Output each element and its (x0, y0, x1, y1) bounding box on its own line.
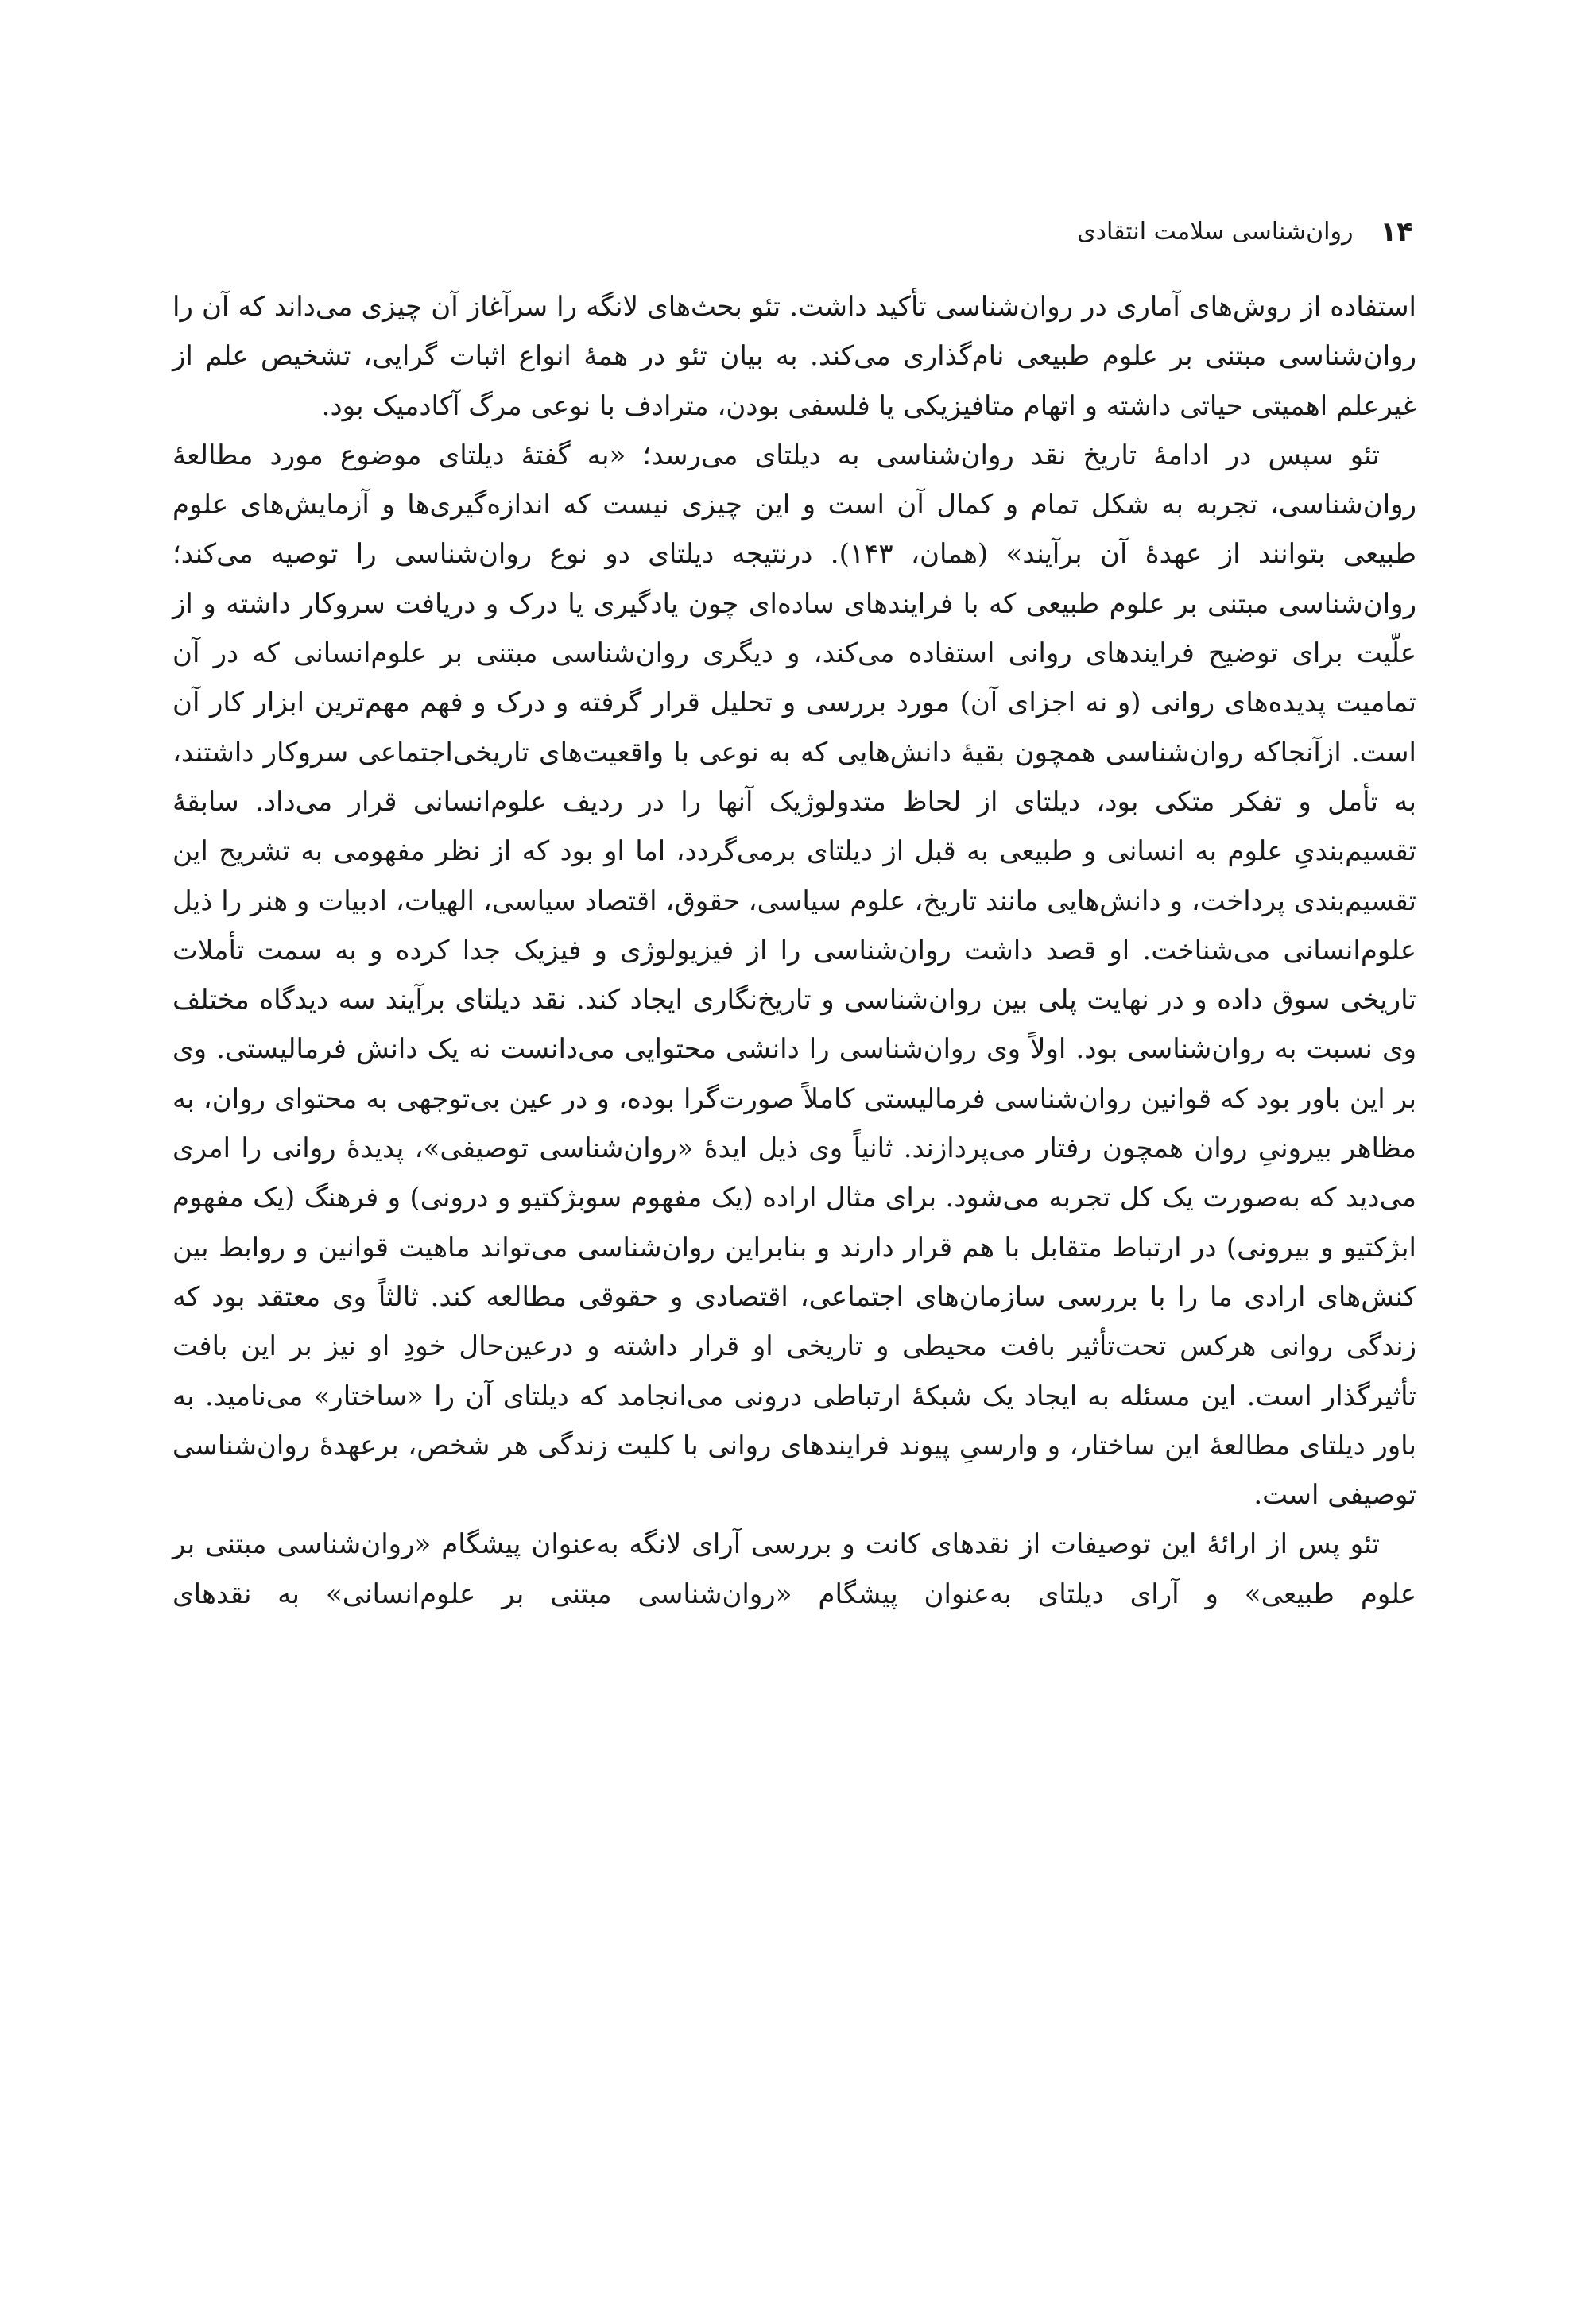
running-head (1077, 208, 1413, 256)
page-number: ۱۴ (1380, 216, 1413, 248)
paragraph-3: تئو پس از ارائهٔ این توصیفات از نقدهای کانت و بررسی آرای لانگه به‌عنوان پیشگام «روان‌شناسی مبتنی بر علوم طبیعی» و آرای دیلتای به‌عنوان پیشگام «روان‌شناسی مبتنی بر علوم‌انسانی» به نقدهای (172, 1528, 1416, 1610)
paragraph-1: استفاده از روش‌های آماری در روان‌شناسی تأکید داشت. تئو بحث‌های لانگه را سرآغاز آن چیزی می‌داند که آن را روان‌شناسی مبتنی بر علوم طبیعی نام‌گذاری می‌کند. به بیان تئو در همهٔ انواع اثبات گرایی، تشخیص علم از غیرعلم اهمیتی حیاتی داشته و اتهام متافیزیکی یا فلسفی بودن، مترادف با نوعی مرگ آکادمیک بود. (172, 291, 1416, 422)
body-text (172, 282, 1416, 1619)
paragraph-2: تئو سپس در ادامهٔ تاریخ نقد روان‌شناسی به دیلتای می‌رسد؛ «به گفتهٔ دیلتای موضوع مورد مطالعهٔ روان‌شناسی، تجربه به شکل تمام و کمال آن است و این چیزی نیست که اندازه‌گیری‌ها و آزمایش‌های علوم طبیعی بتوانند از عهدهٔ آن برآیند» (همان، ۱۴۳). درنتیجه دیلتای دو نوع روان‌شناسی را توصیه می‌کند؛ روان‌شناسی مبتنی بر علوم طبیعی که با فرایندهای ساده‌ای چون یادگیری یا درک و دریافت سروکار داشته و از علّیت برای توضیح فرایندهای روانی استفاده می‌کند، و دیگری روان‌شناسی مبتنی بر علوم‌انسانی که در آن تمامیت پدیده‌های روانی (و نه اجزای آن) مورد بررسی و تحلیل قرار گرفته و درک و فهم مهم‌ترین ابزار کار آن است. ازآنجاکه روان‌شناسی همچون بقیهٔ دانش‌هایی که به نوعی با واقعیت‌های تاریخی‌اجتماعی سروکار داشتند، به تأمل و تفکر متکی بود، دیلتای از لحاظ متدولوژیک آنها را در ردیف علوم‌انسانی قرار می‌داد. سابقهٔ تقسیم‌بندیِ علوم به انسانی و طبیعی به قبل از دیلتای برمی‌گردد، اما او بود که از نظر مفهومی به تشریح این تقسیم‌بندی پرداخت، و دانش‌هایی مانند تاریخ، علوم سیاسی، حقوق، اقتصاد سیاسی، الهیات، ادبیات و هنر را ذیل علوم‌انسانی می‌شناخت. او قصد داشت روان‌شناسی را از فیزیولوژی و فیزیک جدا کرده و به سمت تأملات تاریخی سوق داده و در نهایت پلی بین روان‌شناسی و تاریخ‌نگاری ایجاد کند. نقد دیلتای برآیند سه دیدگاه مختلف وی نسبت به روان‌شناسی بود. اولاً وی روان‌شناسی را دانشی محتوایی می‌دانست نه یک دانش فرمالیستی. وی بر این باور بود که قوانین روان‌شناسی فرمالیستی کاملاً صورت‌گرا بوده، و در عین بی‌توجهی به محتوای روان، به مظاهر بیرونیِ روان همچون رفتار می‌پردازند. ثانیاً وی ذیل ایدهٔ «روان‌شناسی توصیفی»، پدیدهٔ روانی را امری می‌دید که به‌صورت یک کل تجربه می‌شود. برای مثال اراده (یک مفهوم سوبژکتیو و درونی) و فرهنگ (یک مفهوم ابژکتیو و بیرونی) در ارتباط متقابل با هم قرار دارند و بنابراین روان‌شناسی می‌تواند ماهیت قوانین و روابط بین کنش‌های ارادی ما را با بررسی سازمان‌های اجتماعی، اقتصادی و حقوقی مطالعه کند. ثالثاً وی معتقد بود که زندگی روانی هرکس تحت‌تأثیر بافت محیطی و تاریخی او قرار داشته و درعین‌حال خودِ او نیز بر این بافت تأثیرگذار است. این مسئله به ایجاد یک شبکهٔ ارتباطی درونی می‌انجامد که دیلتای آن را «ساختار» می‌نامید. به باور دیلتای مطالعهٔ این ساختار، و وارسیِ پیوند فرایندهای روانی با کلیت زندگی هر شخص، برعهدهٔ روان‌شناسی توصیفی است. (172, 439, 1416, 1512)
running-title: روان‌شناسی سلامت انتقادی (1077, 218, 1354, 246)
